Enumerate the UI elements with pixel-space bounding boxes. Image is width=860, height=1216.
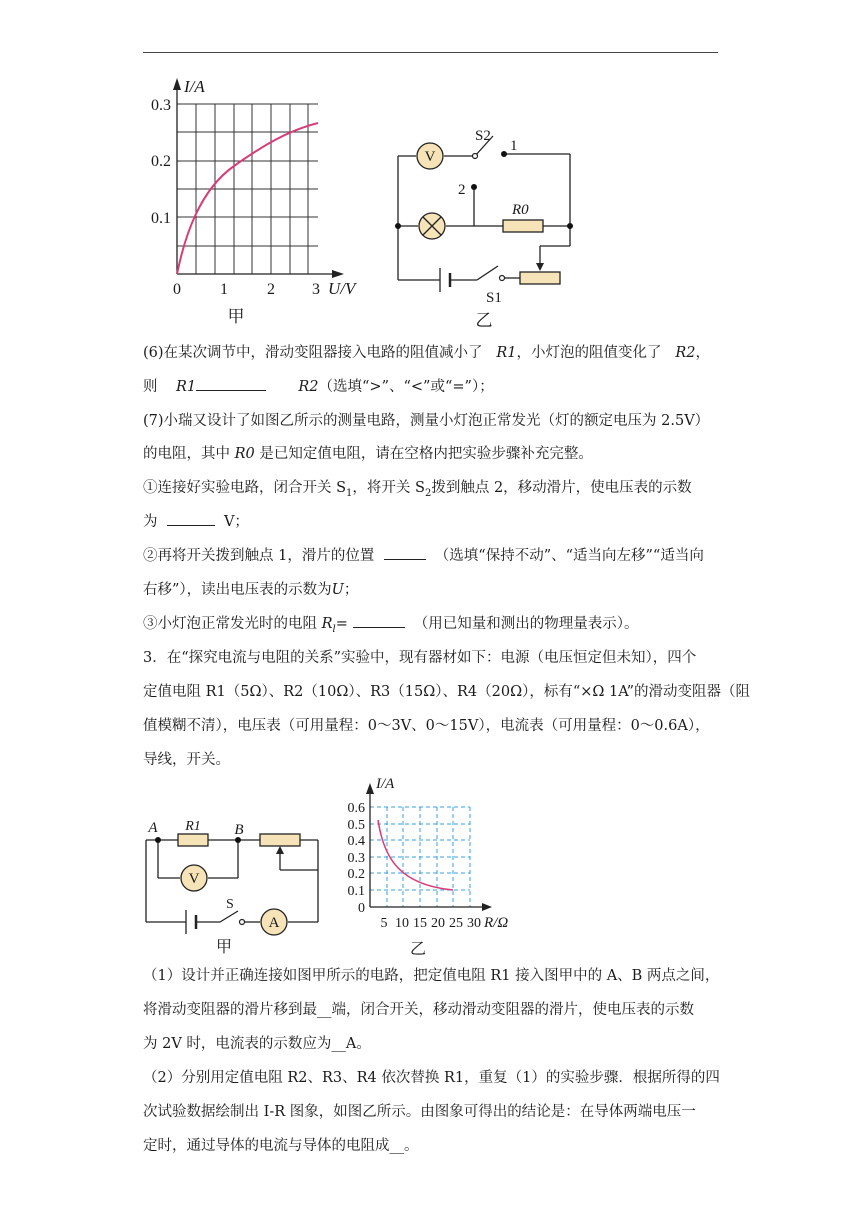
q7-step2-line2 bbox=[143, 579, 718, 601]
q6-num: (6) bbox=[143, 345, 164, 361]
q7-text: ②再将开关拨到触点 1，滑片的位置 bbox=[143, 548, 375, 564]
answer-blank[interactable] bbox=[167, 511, 215, 526]
q3-1-line3 bbox=[143, 1033, 718, 1055]
q7-text: = bbox=[335, 616, 348, 632]
q7-text: ； bbox=[343, 582, 359, 598]
svg-text:V: V bbox=[424, 149, 436, 165]
battery-icon bbox=[440, 268, 450, 292]
q3-2-line2 bbox=[143, 1101, 718, 1123]
rheostat bbox=[520, 272, 560, 284]
ir-x-tick: 20 bbox=[431, 916, 445, 931]
q3-line1 bbox=[143, 647, 718, 669]
q3-2-text: （2）分别用定值电阻 R2、R3、R4 依次替换 R1，重复（1）的实验步骤．根据所得的四 bbox=[143, 1070, 720, 1086]
q7-r: R bbox=[321, 616, 333, 632]
fig3-caption: 甲 bbox=[215, 939, 233, 956]
iu-x-tick: 1 bbox=[220, 281, 228, 298]
ir-y-tick: 0.6 bbox=[347, 801, 365, 816]
ir-graph-figure bbox=[336, 770, 521, 970]
q7-text: 右移”），读出电压表的示数为 bbox=[143, 582, 332, 598]
q7-step1-line2 bbox=[143, 511, 718, 533]
ir-y-tick: 0.2 bbox=[347, 867, 365, 882]
q3-line3 bbox=[143, 715, 718, 737]
contact-2-label: 2 bbox=[458, 182, 466, 198]
circuit-figure-jia bbox=[140, 812, 325, 960]
q7-text: （用已知量和测出的物理量表示）。 bbox=[413, 616, 639, 632]
q7-num: (7) bbox=[143, 413, 164, 429]
q3-1-text: 将滑动变阻器的滑片移到最__端，闭合开关，移动滑动变阻器的滑片，使电压表的示数 bbox=[143, 1002, 694, 1018]
q6-text: 则 bbox=[143, 379, 158, 395]
contact-1-dot bbox=[501, 151, 507, 157]
ir-x-tick: 25 bbox=[449, 916, 463, 931]
s2-pivot bbox=[473, 154, 478, 159]
q3-text: 3．在“探究电流与电阻的关系”实验中，现有器材如下：电源（电压恒定但未知），四个 bbox=[143, 650, 697, 666]
contact-2-dot bbox=[471, 184, 477, 190]
q6-r2: R2 bbox=[298, 379, 319, 395]
ir-x-tick: 15 bbox=[413, 916, 427, 931]
rheostat bbox=[260, 834, 300, 846]
q7-step3-line bbox=[143, 613, 718, 641]
q7-line2 bbox=[143, 443, 718, 465]
q7-text: V； bbox=[223, 514, 249, 530]
q6-text: （选填“>”、“<”或“=”）； bbox=[318, 379, 494, 395]
q3-text: 定值电阻 R1（5Ω）、R2（10Ω）、R3（15Ω）、R4（20Ω），标有“×Ω 1A”的滑动变阻器（阻 bbox=[143, 684, 751, 700]
battery-icon bbox=[186, 910, 196, 934]
q7-sub: l bbox=[332, 623, 336, 635]
fig2-caption: 乙 bbox=[475, 311, 493, 330]
iu-y-tick: 0.3 bbox=[151, 97, 171, 114]
ammeter bbox=[261, 909, 287, 935]
q3-1-text: 为 2V 时，电流表的示数应为__A。 bbox=[143, 1036, 371, 1052]
q6-text: ， bbox=[695, 345, 711, 361]
ir-y-tick: 0.5 bbox=[347, 818, 365, 833]
switch-pivot bbox=[240, 920, 245, 925]
s2-label: S2 bbox=[475, 128, 491, 144]
voltmeter bbox=[417, 143, 443, 169]
ir-y-tick: 0.4 bbox=[347, 834, 365, 849]
slider-arrow bbox=[276, 846, 284, 854]
ir-y-tick: 0.3 bbox=[347, 851, 365, 866]
q3-2-text: 定时，通过导体的电流与导体的电阻成__。 bbox=[143, 1138, 419, 1154]
iu-x-tick: 3 bbox=[312, 281, 320, 298]
ir-grid bbox=[370, 807, 470, 907]
switch-label: S bbox=[226, 897, 234, 912]
lamp-icon bbox=[419, 213, 445, 239]
point-a-dot bbox=[155, 837, 161, 843]
fig1-caption: 甲 bbox=[227, 307, 245, 326]
q7-text: 是已知定值电阻，请在空格内把实验步骤补充完整。 bbox=[259, 446, 593, 462]
svg-text:V: V bbox=[188, 871, 200, 887]
q3-text: 导线，开关。 bbox=[143, 752, 230, 768]
junction-dot bbox=[567, 223, 573, 229]
iu-curve bbox=[177, 123, 318, 274]
ir-y-label: I/A bbox=[376, 776, 395, 792]
ir-x-arrow bbox=[482, 903, 492, 911]
q6-line2 bbox=[143, 376, 718, 398]
iu-y-arrow bbox=[173, 78, 181, 90]
ir-y-arrow bbox=[366, 783, 374, 794]
resistor-r1 bbox=[178, 834, 208, 846]
q7-r0: R0 bbox=[234, 446, 255, 462]
answer-blank[interactable] bbox=[353, 613, 405, 628]
iu-x-tick: 0 bbox=[173, 281, 181, 298]
ir-x-tick: 30 bbox=[467, 916, 481, 931]
q7-step1-line1: ①连接好实验电路，闭合开关 $S_1$，将开关 $S_2$拨到触点 2，移动滑片，使电压表的示数 bbox=[143, 480, 692, 499]
ir-y-tick: 0.1 bbox=[347, 884, 365, 899]
slider-arrow bbox=[536, 263, 544, 271]
q6-r1: R1 bbox=[496, 345, 517, 361]
iu-y-tick: 0.1 bbox=[151, 210, 171, 227]
q3-line2 bbox=[143, 681, 751, 703]
answer-blank[interactable] bbox=[196, 376, 266, 391]
q7-text: ①连接好实验电路，闭合开关 S bbox=[143, 480, 347, 496]
q3-text: 值模糊不清），电压表（可用量程：0～3V、0～15V），电流表（可用量程：0～0.6A）， bbox=[143, 718, 710, 734]
ir-y-tick: 0 bbox=[358, 901, 365, 916]
iu-graph-figure bbox=[140, 70, 380, 330]
s1-label: S1 bbox=[486, 290, 502, 306]
q3-1-line2 bbox=[143, 999, 718, 1021]
iu-y-tick: 0.2 bbox=[151, 153, 171, 170]
q7-text: 的电阻，其中 bbox=[143, 446, 230, 462]
resistor-r0 bbox=[503, 220, 543, 232]
q7-u: U bbox=[331, 582, 344, 598]
q6-text: ，小灯泡的阻值变化了 bbox=[516, 345, 662, 361]
point-b-label: B bbox=[234, 822, 244, 838]
answer-blank[interactable] bbox=[384, 545, 426, 560]
ir-x-label: R/Ω bbox=[484, 915, 509, 931]
s1-pivot bbox=[500, 276, 505, 281]
q3-1-line1 bbox=[143, 965, 718, 987]
q6-text: 在某次调节中，滑动变阻器接入电路的阻值减小了 bbox=[163, 345, 483, 361]
r1-label: R1 bbox=[185, 819, 201, 834]
ir-curve bbox=[378, 820, 453, 890]
q3-1-text: （1）设计并正确连接如图甲所示的电路，把定值电阻 R1 接入图甲中的 A、B 两点之间， bbox=[143, 968, 720, 984]
q6-line1 bbox=[143, 342, 718, 364]
iu-x-tick: 2 bbox=[267, 281, 275, 298]
q3-2-line3 bbox=[143, 1135, 718, 1157]
q3-2-line1 bbox=[143, 1067, 718, 1089]
circuit-figure-yi bbox=[390, 120, 590, 335]
q3-line4 bbox=[143, 749, 718, 771]
q7-text: ③小灯泡正常发光时的电阻 bbox=[143, 616, 317, 632]
ir-x-tick: 10 bbox=[395, 916, 409, 931]
junction-dot bbox=[395, 223, 401, 229]
iu-y-label: I/A bbox=[184, 77, 205, 96]
q6-r2: R2 bbox=[675, 345, 696, 361]
q7-text: 为 bbox=[143, 514, 158, 530]
q7-text: 小瑞又设计了如图乙所示的测量电路，测量小灯泡正常发光（灯的额定电压为 2.5V） bbox=[163, 413, 710, 429]
iu-x-arrow bbox=[332, 270, 344, 278]
ir-x-tick: 5 bbox=[380, 916, 388, 931]
q3-2-text: 次试验数据绘制出 I-R 图象，如图乙所示。由图象可得出的结论是：在导体两端电压一 bbox=[143, 1104, 696, 1120]
q7-step2-line1 bbox=[143, 545, 718, 567]
iu-x-label: U/V bbox=[328, 279, 356, 298]
r0-label: R0 bbox=[512, 202, 529, 218]
q6-r1: R1 bbox=[175, 379, 197, 395]
q7-text: （选填“保持不动”、“适当向左移”“适当向 bbox=[434, 548, 704, 564]
svg-text:A: A bbox=[268, 915, 280, 931]
header-rule bbox=[143, 52, 718, 53]
q7-text: 拨到触点 2，移动滑片，使电压表的示数 bbox=[431, 480, 692, 496]
fig4-caption: 乙 bbox=[409, 941, 427, 958]
voltmeter bbox=[181, 865, 207, 891]
q7-text: ，将开关 S bbox=[352, 480, 425, 496]
point-a-label: A bbox=[148, 820, 158, 836]
q7-line1 bbox=[143, 410, 718, 432]
contact-1-label: 1 bbox=[510, 138, 518, 154]
